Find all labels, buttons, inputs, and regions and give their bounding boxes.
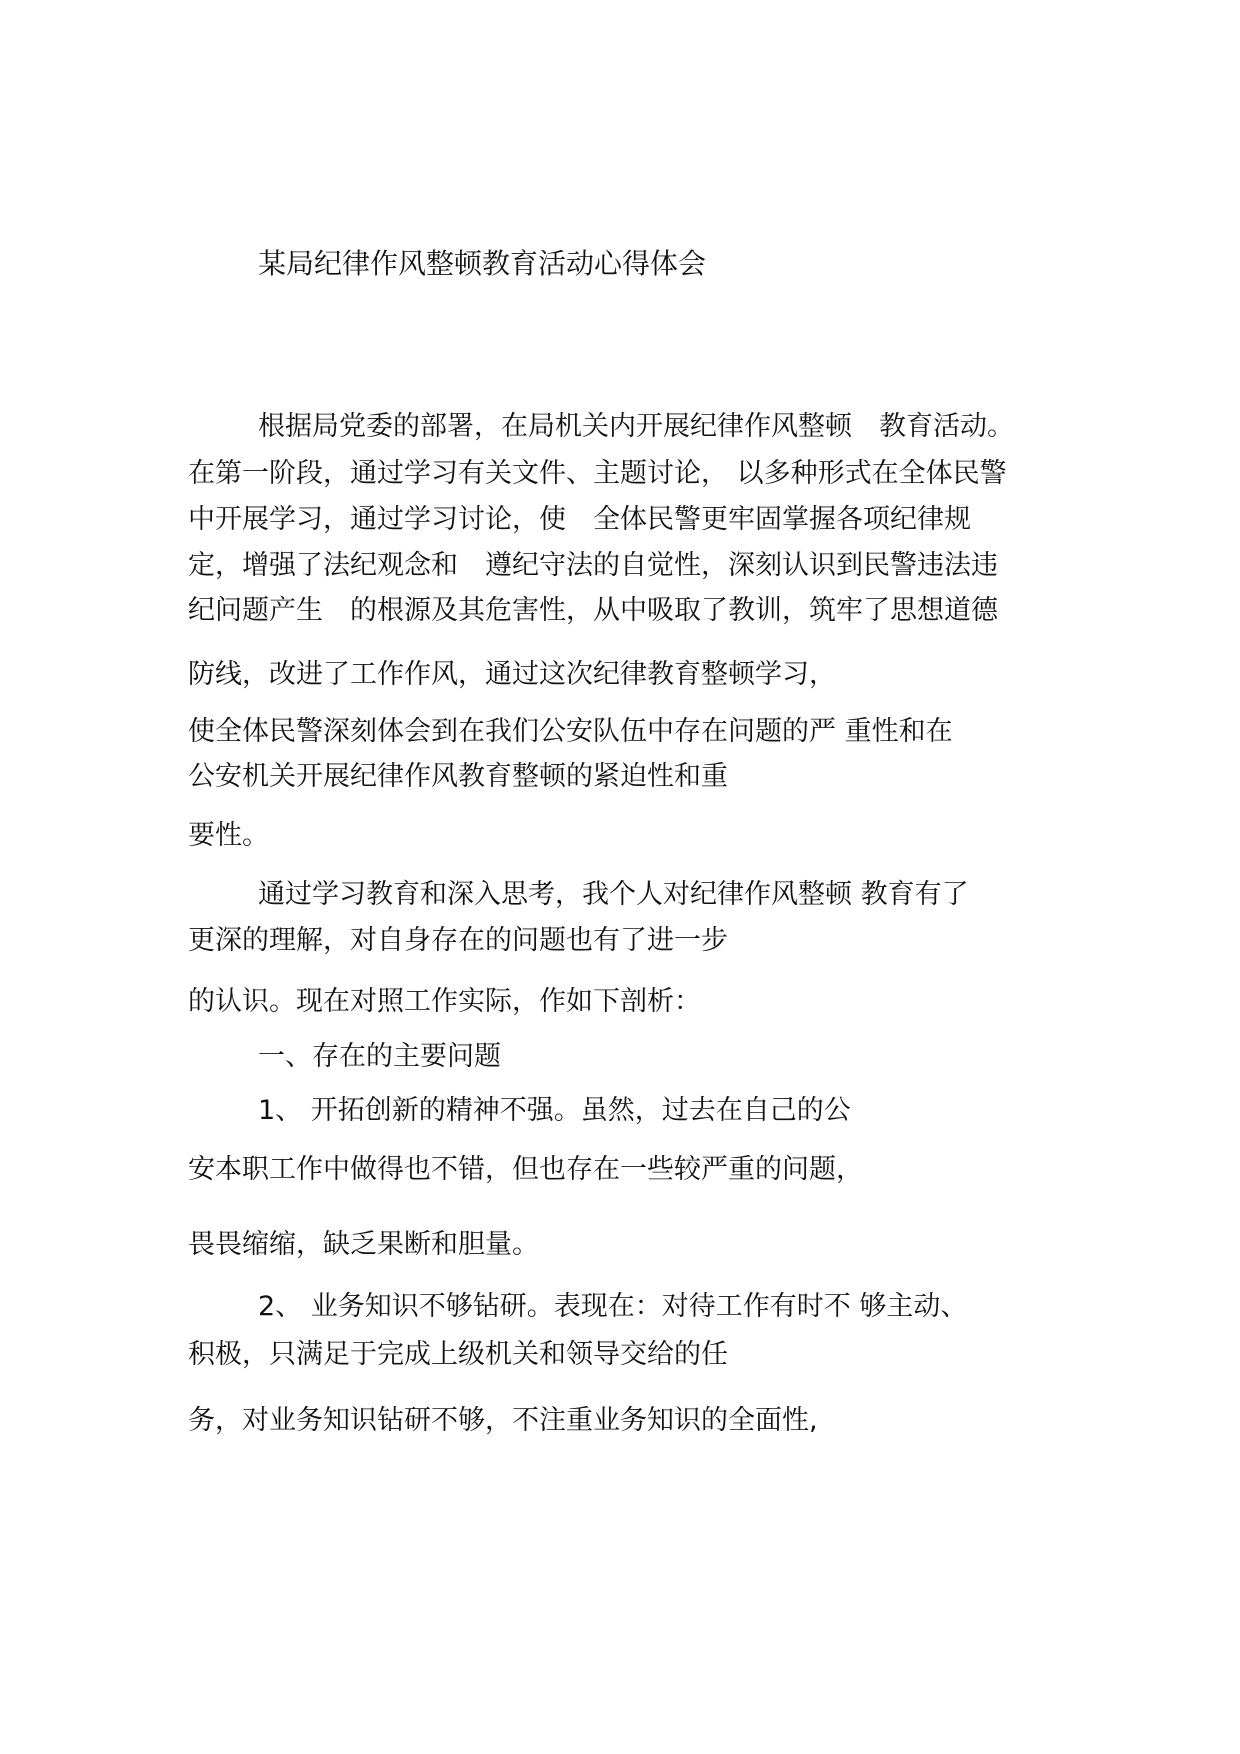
body-line: 定，增强了法纪观念和 遵纪守法的自觉性，深刻认识到民警违法违 xyxy=(188,550,998,581)
body-line: 积极，只满足于完成上级机关和领导交给的任 xyxy=(188,1339,728,1370)
body-line: 在第一阶段，通过学习有关文件、主题讨论， 以多种形式在全体民警 xyxy=(188,458,1007,489)
body-line: 纪问题产生 的根源及其危害性，从中吸取了教训，筑牢了思想道德 xyxy=(188,595,998,626)
body-line: 畏畏缩缩，缺乏果断和胆量。 xyxy=(188,1229,539,1260)
body-line: 安本职工作中做得也不错，但也存在一些较严重的问题， xyxy=(188,1154,863,1185)
body-line: 的认识。现在对照工作实际，作如下剖析： xyxy=(188,986,701,1017)
body-line: 使全体民警深刻体会到在我们公安队伍中存在问题的严 重性和在 xyxy=(188,716,953,747)
section-heading: 一、存在的主要问题 xyxy=(258,1041,501,1072)
body-line: 务，对业务知识钻研不够，不注重业务知识的全面性, xyxy=(188,1405,818,1436)
list-item: 1、 开拓创新的精神不强。虽然，过去在自己的公 xyxy=(258,1095,851,1126)
body-line: 根据局党委的部署，在局机关内开展纪律作风整顿 教育活动。 xyxy=(258,411,1014,442)
body-line: 要性。 xyxy=(188,820,269,851)
list-item: 2、 业务知识不够钻研。表现在：对待工作有时不 够主动、 xyxy=(258,1291,968,1322)
body-line: 更深的理解，对自身存在的问题也有了进一步 xyxy=(188,925,728,956)
body-line: 防线，改进了工作作风，通过这次纪律教育整顿学习， xyxy=(188,659,836,690)
body-line: 通过学习教育和深入思考，我个人对纪律作风整顿 教育有了 xyxy=(258,879,969,910)
body-line: 公安机关开展纪律作风教育整顿的紧迫性和重 xyxy=(188,761,728,792)
body-line: 中开展学习，通过学习讨论，使 全体民警更牢固掌握各项纪律规 xyxy=(188,504,971,535)
document-title: 某局纪律作风整顿教育活动心得体会 xyxy=(258,247,707,280)
